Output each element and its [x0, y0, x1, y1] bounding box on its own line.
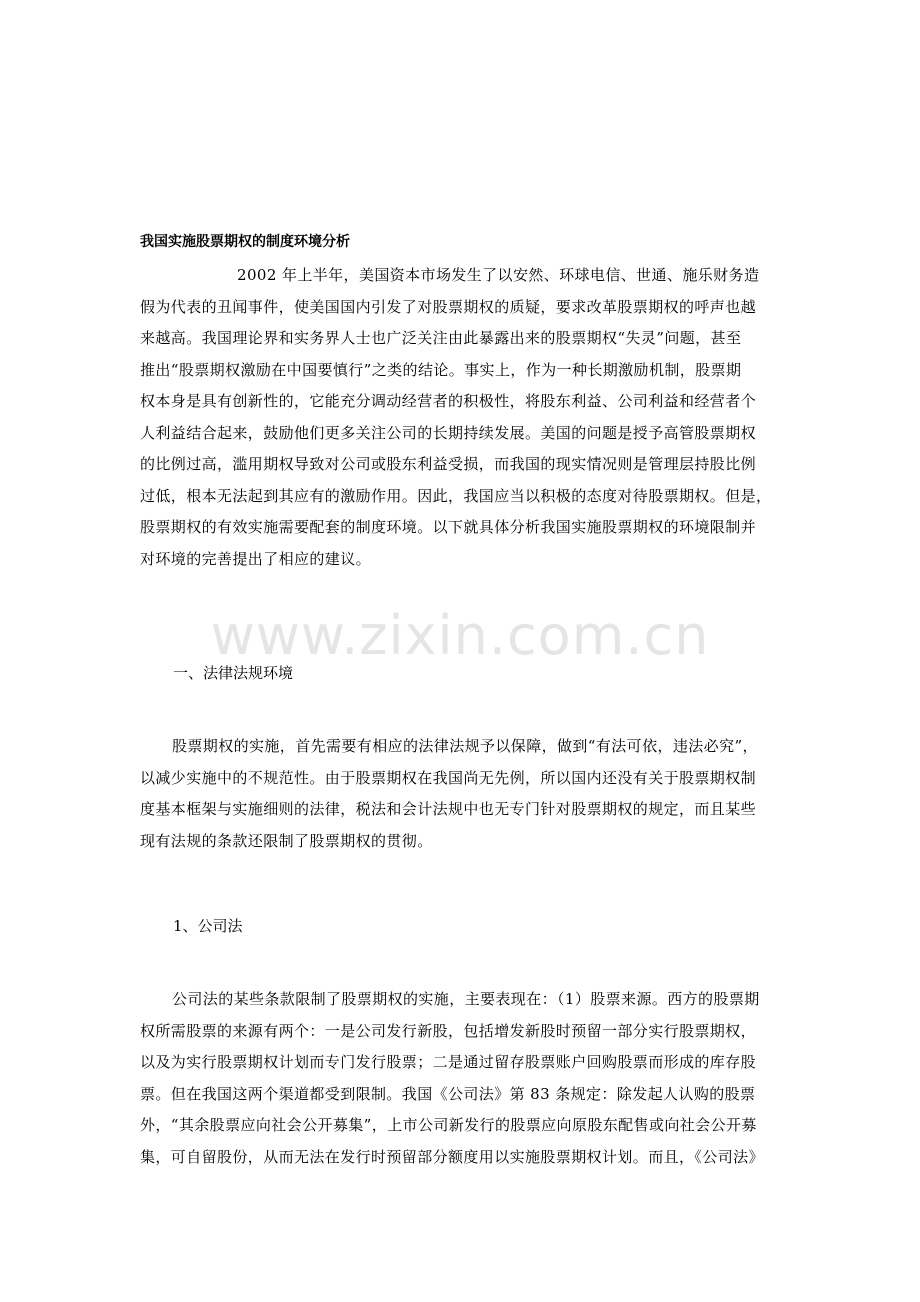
subsection-heading-company-law: 1、公司法 [173, 917, 243, 935]
paragraph-line: 股票期权的有效实施需要配套的制度环境。以下就具体分析我国实施股票期权的环境限制并 [140, 518, 757, 536]
subsection1-paragraph [140, 984, 782, 1173]
document-title: 我国实施股票期权的制度环境分析 [140, 234, 350, 250]
paragraph-line: 以及为实行股票期权计划而专门发行股票；二是通过留存股票账户回购股票而形成的库存股 [140, 1053, 757, 1071]
paragraph-line: 股票期权的实施，首先需要有相应的法律法规予以保障，做到“有法可依，违法必究”， [172, 737, 758, 755]
paragraph-line: 权本身是具有创新性的，它能充分调动经营者的积极性，将股东利益、公司利益和经营者个 [140, 392, 757, 410]
paragraph-line: 的比例过高，滥用期权导致对公司或股东利益受损，而我国的现实情况则是管理层持股比例 [140, 455, 757, 473]
paragraph-line: 过低，根本无法起到其应有的激励作用。因此，我国应当以积极的态度对待股票期权。但是， [140, 486, 772, 505]
section1-paragraph [140, 731, 782, 857]
paragraph-line: 假为代表的丑闻事件，使美国国内引发了对股票期权的质疑，要求改革股票期权的呼声也越 [140, 297, 757, 316]
paragraph-line: 集，可自留股份，从而无法在发行时预留部分额度用以实施股票期权计划。而且，《公司法》 [140, 1147, 764, 1166]
watermark: www.zixin.com.cn [210, 604, 710, 667]
section-heading-legal: 一、法律法规环境 [173, 664, 294, 682]
paragraph-line: 人利益结合起来，鼓励他们更多关注公司的长期持续发展。美国的问题是授予高管股票期权 [140, 423, 757, 442]
paragraph-line: 度基本框架与实施细则的法律，税法和会计法规中也无专门针对股票期权的规定，而且某些 [140, 800, 757, 818]
paragraph-line: 以减少实施中的不规范性。由于股票期权在我国尚无先例，所以国内还没有关于股票期权制 [140, 768, 757, 787]
intro-paragraph [140, 260, 782, 575]
paragraph-line: 来越高。我国理论界和实务界人士也广泛关注由此暴露出来的股票期权“失灵”问题，甚至 [140, 329, 742, 347]
paragraph-line: 外，“其余股票应向社会公开募集”，上市公司新发行的股票应向原股东配售或向社会公开募 [140, 1116, 757, 1134]
paragraph-line: 权所需股票的来源有两个：一是公司发行新股，包括增发新股时预留一部分实行股票期权， [140, 1021, 757, 1040]
paragraph-line: 票。但在我国这两个渠道都受到限制。我国《公司法》第 83 条规定：除发起人认购的股票 [140, 1084, 756, 1103]
paragraph-line: 公司法的某些条款限制了股票期权的实施，主要表现在：（1）股票来源。西方的股票期 [172, 990, 760, 1008]
paragraph-line: 2002 年上半年，美国资本市场发生了以安然、环球电信、世通、施乐财务造 [237, 266, 760, 284]
paragraph-line: 推出“股票期权激励在中国要慎行”之类的结论。事实上，作为一种长期激励机制，股票期 [140, 360, 742, 379]
paragraph-line: 现有法规的条款还限制了股票期权的贯彻。 [140, 831, 433, 850]
paragraph-line: 对环境的完善提出了相应的建议。 [140, 549, 372, 568]
